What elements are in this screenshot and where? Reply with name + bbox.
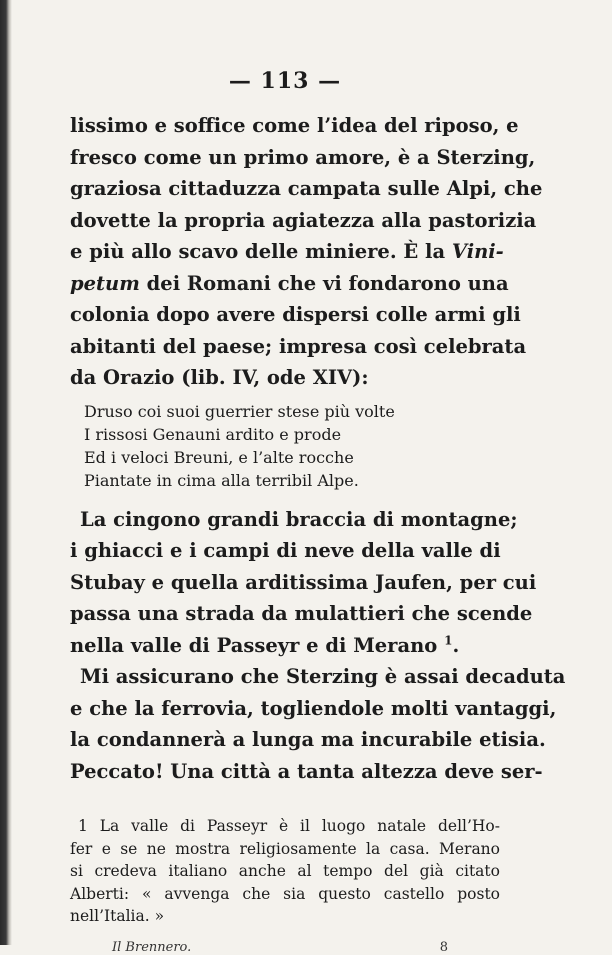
text-line: i ghiacci e i campi di neve della valle di <box>70 539 501 562</box>
text-line: colonia dopo avere dispersi colle armi gli <box>70 303 521 326</box>
book-binding-edge <box>0 0 12 945</box>
page-footer <box>70 940 500 955</box>
text-line: la condannerà a lunga ma incurabile etisia. <box>70 728 546 751</box>
page-number: — 113 — <box>228 68 342 94</box>
paragraph-2 <box>70 504 537 662</box>
text-line: graziosa cittaduzza campata sulle Alpi, che <box>70 177 543 200</box>
footnote-line: Alberti: « avvenga che sia questo castello posto <box>70 884 500 903</box>
text-line: Mi assicurano che Sterzing è assai decaduta <box>80 665 566 688</box>
text-line: fresco come un primo amore, è a Sterzing, <box>70 145 536 169</box>
footnote-line: nell’Italia. » <box>70 907 165 925</box>
footnote-marker: 1 <box>444 633 453 647</box>
text-line: dovette la propria agiatezza alla pastorizia <box>70 208 537 232</box>
text-line: e che la ferrovia, togliendole molti vantaggi, <box>70 696 557 720</box>
verse-line: Piantate in cima alla terribil Alpe. <box>84 470 359 490</box>
text-segment: e più allo scavo delle miniere. È la <box>70 240 446 263</box>
footnote <box>70 815 500 928</box>
text-line: La cingono grandi braccia di montagne; <box>80 507 518 531</box>
verse-line: Ed i veloci Breuni, e l’alte rocche <box>84 447 354 467</box>
text-line <box>70 236 504 268</box>
signature-mark: 8 <box>439 939 448 955</box>
italic-word: Vini- <box>451 240 504 263</box>
footer-title: Il Brennero. <box>112 939 192 955</box>
verse-line: I rissosi Genauni ardito e prode <box>84 424 342 444</box>
text-line <box>70 268 509 300</box>
text-segment: nella valle di Passeyr e di Merano <box>70 633 438 657</box>
paragraph-3 <box>70 661 566 787</box>
text-line: da Orazio (lib. IV, ode XIV): <box>70 366 369 389</box>
footnote-line: si credeva italiano anche al tempo del già citato <box>70 862 500 880</box>
text-line: Peccato! Una città a tanta altezza deve ser- <box>70 759 543 783</box>
verse-quote <box>84 400 500 492</box>
footnote-line: 1 La valle di Passeyr è il luogo natale dell’Ho- <box>78 817 500 835</box>
footnote-line: fer e se ne mostra religiosamente la casa. Merano <box>70 839 500 858</box>
text-segment: dei Romani che vi fondarono una <box>146 271 509 295</box>
text-line: nella valle di Passeyr e di Merano $^1$. <box>70 633 460 657</box>
text-line: passa una strada da mulattieri che scende <box>70 602 533 625</box>
verse-line: Druso coi suoi guerrier stese più volte <box>84 401 395 421</box>
paragraph-1 <box>70 110 543 394</box>
book-page <box>70 68 566 955</box>
text-line: lissimo e soffice come l’idea del riposo, e <box>70 114 519 137</box>
text-line: abitanti del paese; impresa così celebrata <box>70 334 527 358</box>
text-line: Stubay e quella arditissima Jaufen, per cui <box>70 570 537 594</box>
italic-word: petum <box>70 271 140 295</box>
